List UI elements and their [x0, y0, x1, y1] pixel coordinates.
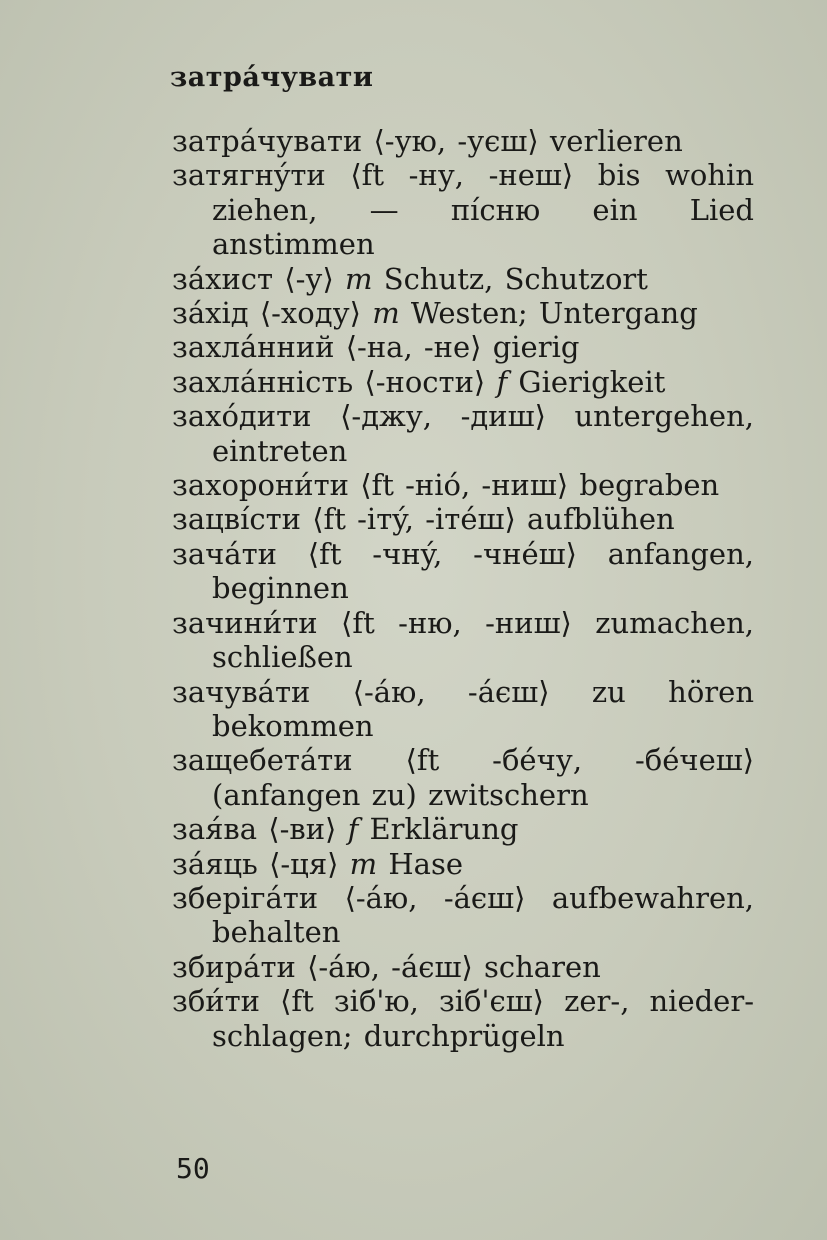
dictionary-entry: [172, 330, 754, 364]
entry-definition: untergehen, eintreten: [212, 399, 754, 468]
entry-definition: Schutz, Schutzort: [383, 261, 648, 296]
dictionary-entry: [172, 124, 754, 158]
entry-grammar: ⟨-джу, -диш⟩: [340, 399, 546, 434]
dictionary-entry: [172, 812, 754, 846]
entry-headword: захлáнність: [172, 364, 354, 399]
entry-definition: Erklärung: [369, 812, 519, 847]
dictionary-entry: [172, 158, 754, 261]
entry-grammar: ⟨ft -ітý, -ітéш⟩: [312, 502, 516, 537]
entry-headword: захлáнний: [172, 330, 335, 365]
entry-headword: зби́ти: [172, 984, 260, 1019]
entry-definition: (anfangen zu) zwitschern: [212, 777, 589, 812]
dictionary-entry: [172, 881, 754, 950]
entry-grammar: ⟨-áю, -áєш⟩: [344, 880, 526, 915]
dictionary-entry: [172, 950, 754, 984]
entry-grammar: ⟨-у⟩: [284, 261, 334, 296]
entry-grammar: ⟨-ности⟩: [364, 364, 486, 399]
entry-gender: m: [372, 296, 400, 331]
entry-definition: zumachen, schließen: [212, 605, 755, 675]
entry-definition: scharen: [483, 949, 601, 984]
entry-grammar: ⟨-ця⟩: [269, 846, 339, 881]
dictionary-entry: [172, 606, 754, 675]
entry-grammar: ⟨ft -бéчу, -бéчеш⟩: [405, 743, 755, 778]
entry-grammar: ⟨ft -ню, -ниш⟩: [341, 605, 572, 640]
entry-gender: m: [349, 846, 378, 881]
entry-headword: зацвíсти: [172, 502, 301, 537]
entry-grammar: ⟨ft -чнý, -чнéш⟩: [307, 536, 577, 571]
dictionary-entry: [172, 984, 754, 1053]
dictionary-entry: [172, 743, 754, 812]
entry-headword: зáяць: [172, 846, 258, 881]
page-number: 50: [176, 1152, 210, 1185]
dictionary-entry: [172, 675, 754, 744]
entry-headword: збирáти: [172, 949, 296, 984]
entry-grammar: ⟨-áю, -áєш⟩: [352, 674, 550, 709]
entry-gender: f: [496, 364, 508, 399]
entry-headword: захорони́ти: [172, 468, 349, 503]
entry-headword: затрáчувати: [172, 124, 363, 158]
dictionary-entry: [172, 262, 754, 296]
entry-headword: зберігáти: [172, 880, 319, 915]
entry-headword: зáхист: [172, 261, 274, 296]
entry-definition: begraben: [579, 468, 720, 503]
entry-definition: Gierigkeit: [518, 364, 666, 399]
entry-headword: захóдити: [172, 399, 312, 434]
running-head: затрáчувати: [170, 62, 374, 93]
dictionary-entry: [172, 296, 754, 330]
dictionary-entry: [172, 502, 754, 536]
entry-grammar: ⟨ft -ну, -неш⟩: [350, 158, 574, 193]
dictionary-entry: [172, 365, 754, 399]
entry-grammar: ⟨ft -нió, -ниш⟩: [360, 468, 569, 503]
dictionary-entry: [172, 847, 754, 881]
entry-definition: Westen; Untergang: [410, 296, 698, 331]
entry-gender: f: [347, 812, 359, 847]
entry-headword: зая́ва: [172, 812, 258, 847]
entry-definition: Hase: [388, 846, 463, 881]
entry-definition: aufblühen: [526, 502, 675, 537]
entry-headword: защебетáти: [172, 743, 353, 778]
entry-headword: затягнýти: [172, 158, 326, 193]
entry-definition: aufbewahren, behalten: [212, 880, 755, 950]
entry-definition: verlieren: [549, 124, 683, 158]
entry-gender: m: [345, 261, 373, 296]
dictionary-entry: [172, 399, 754, 468]
entry-grammar: ⟨ft зіб'ю, зіб'єш⟩: [280, 984, 544, 1019]
entry-grammar: ⟨-ую, -уєш⟩: [373, 124, 539, 158]
entry-definition: gierig: [492, 330, 580, 365]
entry-definition: zer-, nieder-schlagen; durchprügeln: [212, 984, 755, 1053]
entry-headword: зачáти: [172, 536, 277, 571]
entry-grammar: ⟨-ви⟩: [268, 812, 337, 847]
entry-list: [172, 124, 754, 1053]
entry-definition: zu hören bekommen: [212, 674, 754, 743]
dictionary-entry: [172, 468, 754, 502]
entry-headword: зáхід: [172, 296, 249, 331]
entry-headword: зачувáти: [172, 674, 311, 709]
entry-definition: bis wohin ziehen, — пíсню ein Lied anstimmen: [212, 158, 755, 262]
entry-definition: anfangen, beginnen: [212, 536, 754, 606]
entry-grammar: ⟨-на, -не⟩: [345, 330, 482, 365]
entry-grammar: ⟨-ходу⟩: [259, 296, 361, 331]
entry-headword: зачини́ти: [172, 605, 318, 640]
dictionary-entry: [172, 537, 754, 606]
entry-grammar: ⟨-áю, -áєш⟩: [307, 949, 473, 984]
